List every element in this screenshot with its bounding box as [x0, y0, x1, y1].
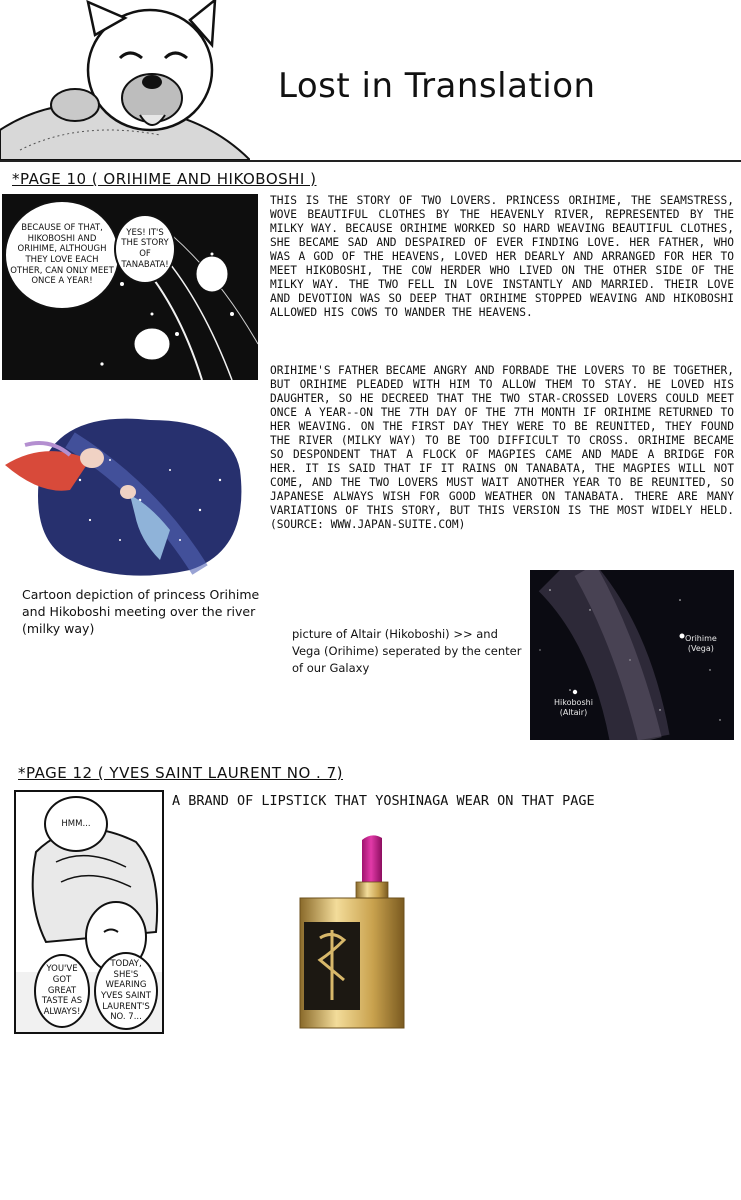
section-heading-page-10: *PAGE 10 ( ORIHIME AND HIKOBOSHI )	[12, 170, 317, 188]
ysl-lipstick-image	[290, 830, 420, 1035]
label-vega: (Vega)	[687, 644, 714, 653]
manga-panel-tanabata	[2, 194, 258, 380]
story-paragraph-2: ORIHIME'S FATHER BECAME ANGRY AND FORBADE THE LOVERS TO BE TOGETHER, BUT ORIHIME PLEADED WITH HIM TO ALLOW THEM TO STAY. HE LOVED HIS DAUGHTER, SO HE DECREED THAT THE TWO STAR-CROSSED LOVERS COULD MEET ONCE A YEAR--ON THE 7TH DAY OF THE 7TH MONTH IF ORIHIME RETURNED TO HER WEAVING. ON THE FIRST DAY THEY WERE TO BE REUNITED, THEY FOUND THE RIVER (MILKY WAY) TO BE TOO DIFFICULT TO CROSS. ORIHIME BECAME SO DESPONDENT THAT A FLOCK OF MAGPIES CAME AND MADE A BRIDGE FOR HER. IT IS SAID THAT IF IT RAINS ON TANABATA, THE MAGPIES WILL NOT COME, AND THE TWO LOVERS MUST WAIT ANOTHER YEAR TO BE REUNITED, SO JAPANESE ALWAYS WISH FOR GOOD WEATHER ON TANABATA. THERE ARE MANY VARIATIONS OF THIS STORY, BUT THIS VERSION IS THE MOST WIDELY HELD. (SOURCE: WWW.JAPAN-SUITE.COM)	[270, 364, 734, 531]
speech-bubble-great-taste: YOU'VE GOT GREAT TASTE AS ALWAYS!	[34, 954, 90, 1028]
header-divider	[0, 160, 741, 162]
cartoon-caption: Cartoon depiction of princess Orihime and Hikoboshi meeting over the river (milky way)	[22, 587, 260, 636]
speech-bubble-hmm: HMM...	[44, 796, 108, 852]
label-orihime-name: Orihime	[685, 634, 717, 643]
lipstick-caption: A BRAND OF LIPSTICK THAT YOSHINAGA WEAR ON THAT PAGE	[172, 793, 595, 809]
speech-bubble-story-of-tanabata: YES! IT'S THE STORY OF TANABATA!	[114, 214, 176, 284]
story-paragraph-1: THIS IS THE STORY OF TWO LOVERS. PRINCESS ORIHIME, THE SEAMSTRESS, WOVE BEAUTIFUL CLOTHES BY THE HEAVENLY RIVER, REPRESENTED BY THE MILKY WAY. BECAUSE ORIHIME WORKED SO HARD WEAVING BEAUTIFUL CLOTHES, SHE BECAME SAD AND DESPAIRED OF EVER FINDING LOVE. HER FATHER, WHO WAS A GOD OF THE HEAVENS, LOVED HER DEARLY AND ARRANGED FOR HER TO MEET HIKOBOSHI, THE COW HERDER WHO LIVED ON THE OTHER SIDE OF THE MILKY WAY. THE TWO FELL IN LOVE INSTANTLY AND MARRIED. THEIR LOVE AND DEVOTION WAS SO DEEP THAT ORIHIME STOPPED WEAVING AND HIKOBOSHI ALLOWED HIS COWS TO WANDER THE HEAVENS.	[270, 194, 734, 319]
page-title: Lost in Translation	[278, 66, 596, 106]
label-hikoboshi-name: Hikoboshi	[554, 698, 593, 707]
star-photo-caption: picture of Altair (Hikoboshi) >> and Vega (Orihime) seperated by the center of our Galaxy	[292, 627, 522, 675]
milky-way-photo	[530, 570, 734, 740]
manga-cat-illustration	[0, 0, 250, 160]
cartoon-orihime-hikoboshi-illustration	[0, 400, 260, 580]
label-altair: (Altair)	[559, 708, 588, 717]
label-hikoboshi	[554, 698, 593, 718]
section-heading-page-12: *PAGE 12 ( YVES SAINT LAURENT NO . 7)	[18, 764, 343, 782]
label-orihime	[685, 634, 717, 654]
speech-bubble-ysl-no-7: TODAY, SHE'S WEARING YVES SAINT LAURENT'S NO. 7...	[94, 952, 158, 1030]
manga-panel-yoshinaga	[14, 790, 164, 1034]
speech-bubble-meet-once-a-year: BECAUSE OF THAT, HIKOBOSHI AND ORIHIME, ALTHOUGH THEY LOVE EACH OTHER, CAN ONLY MEET ONCE A YEAR!	[4, 200, 120, 310]
